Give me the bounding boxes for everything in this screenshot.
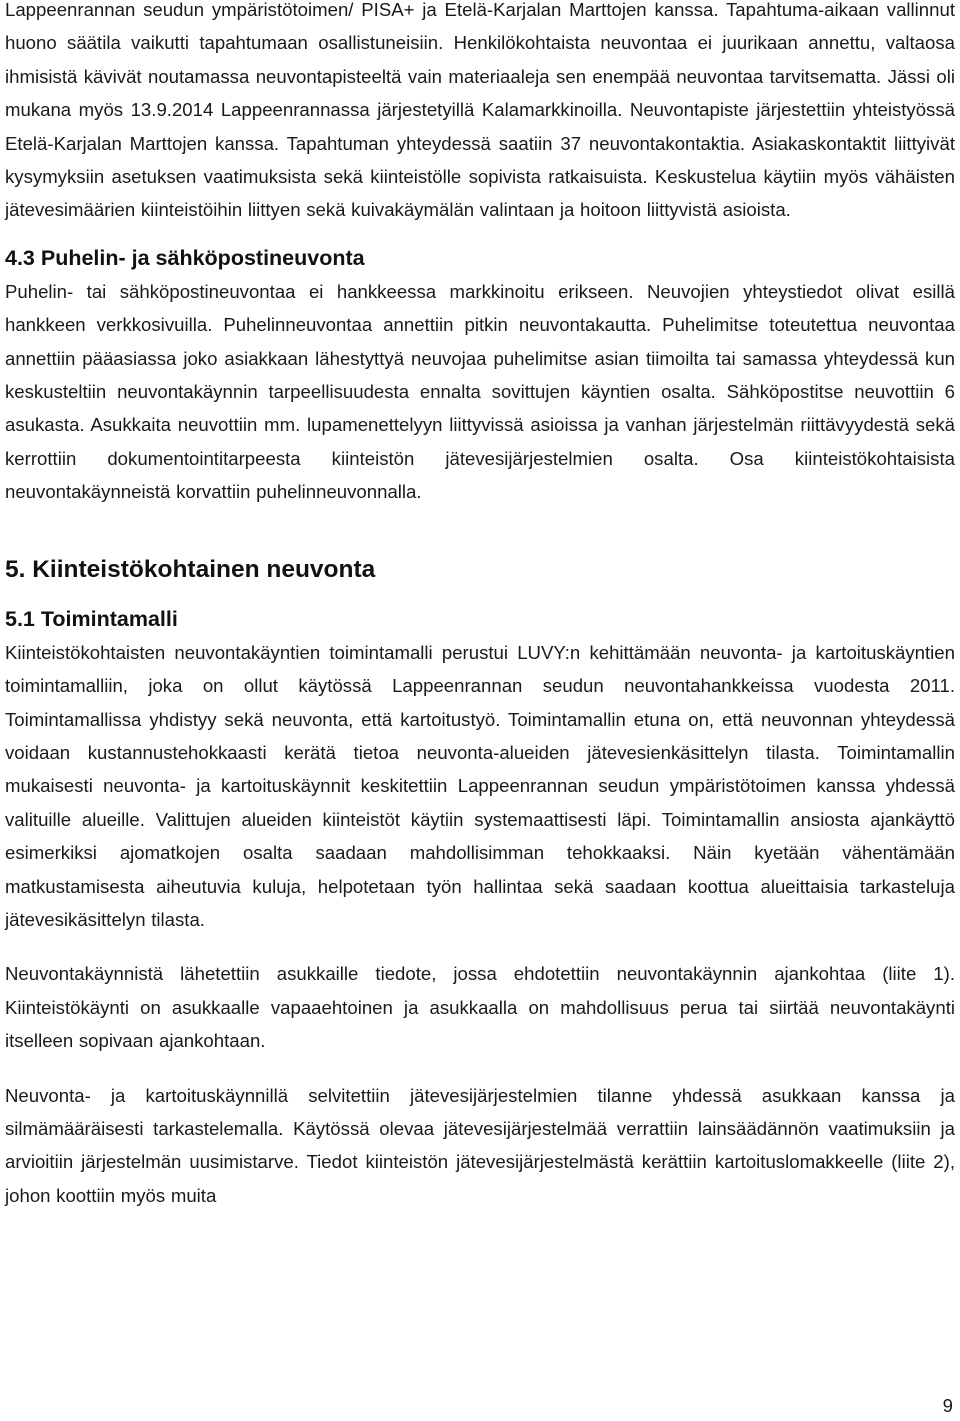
section-heading-4-3: 4.3 Puhelin- ja sähköpostineuvonta bbox=[5, 245, 365, 270]
page-number: 9 bbox=[942, 1395, 953, 1416]
paragraph-4-3: Puhelin- tai sähköpostineuvontaa ei hankkeessa markkinoitu erikseen. Neuvojien yhteystiedot olivat esillä hankkeen verkkosivuilla. Puhelinneuvontaa annettiin pitkin neuvontakautta. Puhelimitse toteutettua neuvontaa annettiin pääasiassa joko asiakkaan lähestyttyä neuvojaa puhelimitse asian tiimoilta tai samassa yhteydessä kun keskusteltiin neuvontakäynnin tarpeellisuudesta ennalta sovittujen käyntien osalta. Sähköpostitse neuvottiin 6 asukasta. Asukkaita neuvottiin mm. lupamenettelyyn liittyvissä asioissa ja vanhan järjestelmän riittävyydestä sekä kerrottiin dokumentointitarpeesta kiinteistön jätevesijärjestelmien osalta. Osa kiinteistökohtaisista neuvontakäynneistä korvattiin puhelinneuvonnalla. bbox=[5, 280, 955, 503]
paragraph-5-1-a: Kiinteistökohtaisten neuvontakäyntien toimintamalli perustui LUVY:n kehittämään neuvonta- ja kartoituskäyntien toimintamalliin, joka on ollut käytössä Lappeenrannan seudun neuvontahankkeissa vuodesta 2011. Toimintamallissa yhdistyy sekä neuvonta, että kartoitustyö. Toimintamallin etuna on, että neuvonnan yhteydessä voidaan kustannustehokkaasti kerätä tietoa neuvonta-alueiden jätevesienkäsittelyn tilasta. Toimintamallin mukaisesti neuvonta- ja kartoituskäynnit keskitettiin Lappeenrannan seudun ympäristötoimen kanssa yhdessä valituille alueille. Valittujen alueiden kiinteistöt käytiin systemaattisesti läpi. Toimintamallin ansiosta ajankäyttö esimerkiksi ajomatkojen osalta saadaan mahdollisimman tehokkaaksi. Näin kyetään vähentämään matkustamisesta aiheutuvia kuluja, helpotetaan työn hallintaa sekä saadaan koottua alueittaisia tarkasteluja jätevesikäsittelyn tilasta. bbox=[5, 641, 955, 930]
section-heading-5-1: 5.1 Toimintamalli bbox=[5, 606, 178, 631]
document-page bbox=[5, 0, 955, 1212]
paragraph-intro: Lappeenrannan seudun ympäristötoimen/ PISA+ ja Etelä-Karjalan Marttojen kanssa. Tapahtuma-aikaan vallinnut huono säätila vaikutti tapahtumaan osallistuneisiin. Henkilökohtaista neuvontaa ei juurikaan annettu, valtaosa ihmisistä kävivät noutamassa neuvontapisteeltä vain materiaaleja sen enempää neuvontaa tarvitsematta. Jässi oli mukana myös 13.9.2014 Lappeenrannassa järjestetyillä Kalamarkkinoilla. Neuvontapiste järjestettiin yhteistyössä Etelä-Karjalan Marttojen kanssa. Tapahtuman yhteydessä saatiin 37 neuvontakontaktia. Asiakaskontaktit liittyivät kysymyksiin asetuksen vaatimuksista sekä kiinteistölle sopivista ratkaisuista. Keskustelua käytiin myös vähäisten jätevesimäärien kiinteistöihin liittyen sekä kuivakäymälän valintaan ja hoitoon liittyvistä asioista. bbox=[5, 0, 955, 221]
paragraph-5-1-b: Neuvontakäynnistä lähetettiin asukkaille tiedote, jossa ehdotettiin neuvontakäynnin ajankohtaa (liite 1). Kiinteistökäynti on asukkaalle vapaaehtoinen ja asukkaalla on mahdollisuus perua tai siirtää neuvontakäynti itselleen sopivaan ajankohtaan. bbox=[5, 963, 955, 1052]
paragraph-5-1-c: Neuvonta- ja kartoituskäynnillä selvitettiin jätevesijärjestelmien tilanne yhdessä asukkaan kanssa ja silmämääräisesti tarkastelemalla. Käytössä olevaa jätevesijärjestelmää verrattiin lainsäädännön vaatimuksiin ja arvioitiin järjestelmän uusimistarve. Tiedot kiinteistön jätevesijärjestelmästä kerättiin kartoituslomakkeelle (liite 2), johon koottiin myös muita bbox=[5, 1084, 955, 1206]
chapter-heading-5: 5. Kiinteistökohtainen neuvonta bbox=[5, 555, 376, 583]
